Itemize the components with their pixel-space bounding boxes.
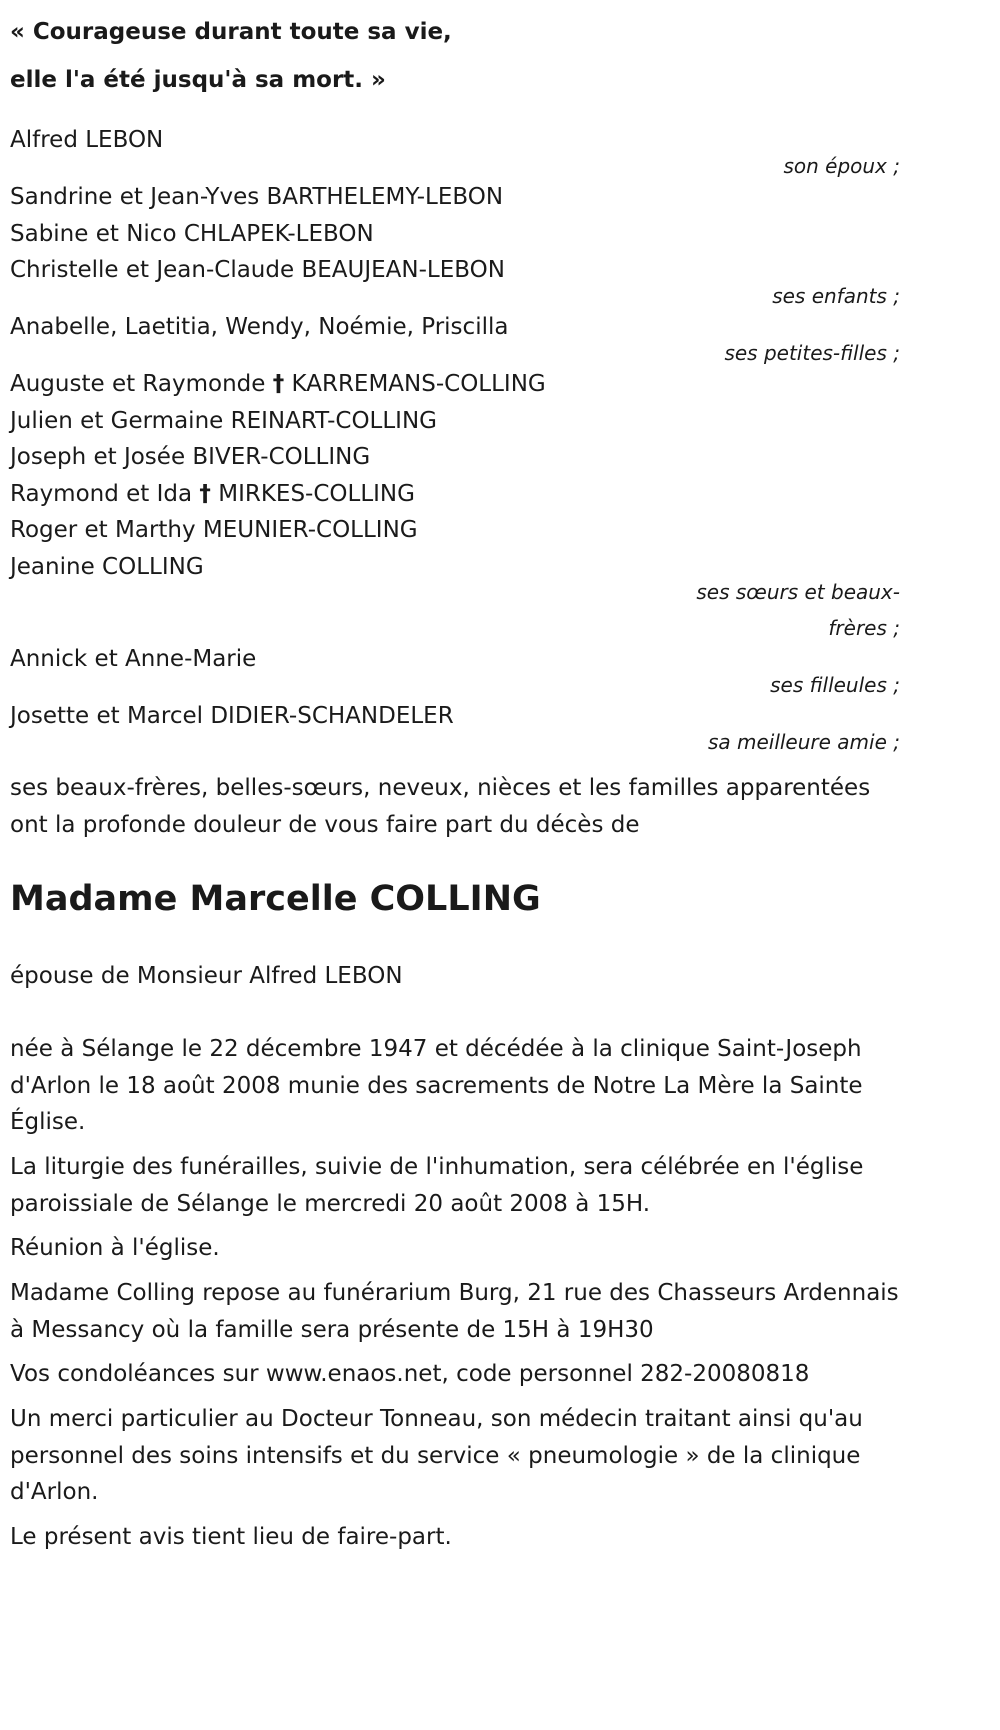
- deceased-name: Madame Marcelle COLLING: [10, 879, 541, 919]
- repose-paragraph: Madame Colling repose au funérarium Burg, 21 rue des Chasseurs Ardennais à Messancy où la famille sera présente de 15H à 19H30: [10, 1280, 899, 1343]
- sibling-name-part: MIRKES-COLLING: [218, 480, 415, 507]
- children-role: ses enfants ;: [772, 283, 900, 308]
- notice-paragraph: Le présent avis tient lieu de faire-part.: [10, 1524, 452, 1550]
- best-friend-role: sa meilleure amie ;: [707, 729, 900, 754]
- goddaughters-block: [10, 641, 900, 703]
- goddaughters-names: Annick et Anne-Marie: [10, 646, 257, 672]
- quote-line-1: « Courageuse durant toute sa vie,: [10, 19, 452, 45]
- child-name: Sabine et Nico CHLAPEK-LEBON: [10, 220, 374, 247]
- sibling-name: Julien et Germaine REINART-COLLING: [10, 407, 437, 434]
- meeting-paragraph: Réunion à l'église.: [10, 1235, 220, 1261]
- goddaughters-role: ses filleules ;: [770, 672, 900, 697]
- siblings-block: [10, 366, 900, 646]
- cross-icon: †: [272, 371, 285, 397]
- best-friend-block: [10, 698, 900, 760]
- spouse-role: son époux ;: [783, 153, 900, 178]
- sibling-name-part: Raymond et Ida: [10, 480, 193, 507]
- spouse-name: Alfred LEBON: [10, 127, 164, 153]
- granddaughters-block: [10, 309, 900, 371]
- spouse-line: épouse de Monsieur Alfred LEBON: [10, 963, 403, 989]
- child-name: Christelle et Jean-Claude BEAUJEAN-LEBON: [10, 257, 505, 283]
- sibling-name: [10, 366, 900, 403]
- siblings-role: ses sœurs et beaux-frères ;: [696, 580, 900, 640]
- granddaughters-role: ses petites-filles ;: [724, 340, 900, 365]
- condolences-paragraph: Vos condoléances sur www.enaos.net, code personnel 282-20080818: [10, 1361, 810, 1387]
- sibling-name-part: KARREMANS-COLLING: [291, 371, 546, 397]
- liturgy-paragraph: La liturgie des funérailles, suivie de l'inhumation, sera célébrée en l'église paroissiale de Sélange le mercredi 20 août 2008 à 15H.: [10, 1154, 864, 1217]
- spouse-block: [10, 122, 900, 184]
- quote-line-2: elle l'a été jusqu'à sa mort. »: [10, 67, 386, 93]
- sibling-name: Joseph et Josée BIVER-COLLING: [10, 444, 371, 470]
- birth-death-paragraph: née à Sélange le 22 décembre 1947 et décédée à la clinique Saint-Joseph d'Arlon le 18 août 2008 munie des sacrements de Notre La Mère la Sainte Église.: [10, 1036, 863, 1135]
- sibling-name: [10, 476, 900, 513]
- sibling-name: Roger et Marthy MEUNIER-COLLING: [10, 517, 418, 543]
- epigraph-quote: [10, 8, 710, 104]
- cross-icon: †: [199, 480, 211, 507]
- child-name: Sandrine et Jean-Yves BARTHELEMY-LEBON: [10, 184, 504, 210]
- sibling-name: Jeanine COLLING: [10, 553, 204, 580]
- granddaughters-names: Anabelle, Laetitia, Wendy, Noémie, Priscilla: [10, 314, 509, 340]
- intro-paragraph: ses beaux-frères, belles-sœurs, neveux, nièces et les familles apparentées ont la profonde douleur de vous faire part du décès de: [10, 775, 871, 838]
- children-block: [10, 179, 900, 314]
- sibling-name-part: Auguste et Raymonde: [10, 371, 266, 397]
- thanks-paragraph: Un merci particulier au Docteur Tonneau, son médecin traitant ainsi qu'au personnel des soins intensifs et du service « pneumologie » de la clinique d'Arlon.: [10, 1406, 863, 1505]
- best-friend-names: Josette et Marcel DIDIER-SCHANDELER: [10, 703, 454, 729]
